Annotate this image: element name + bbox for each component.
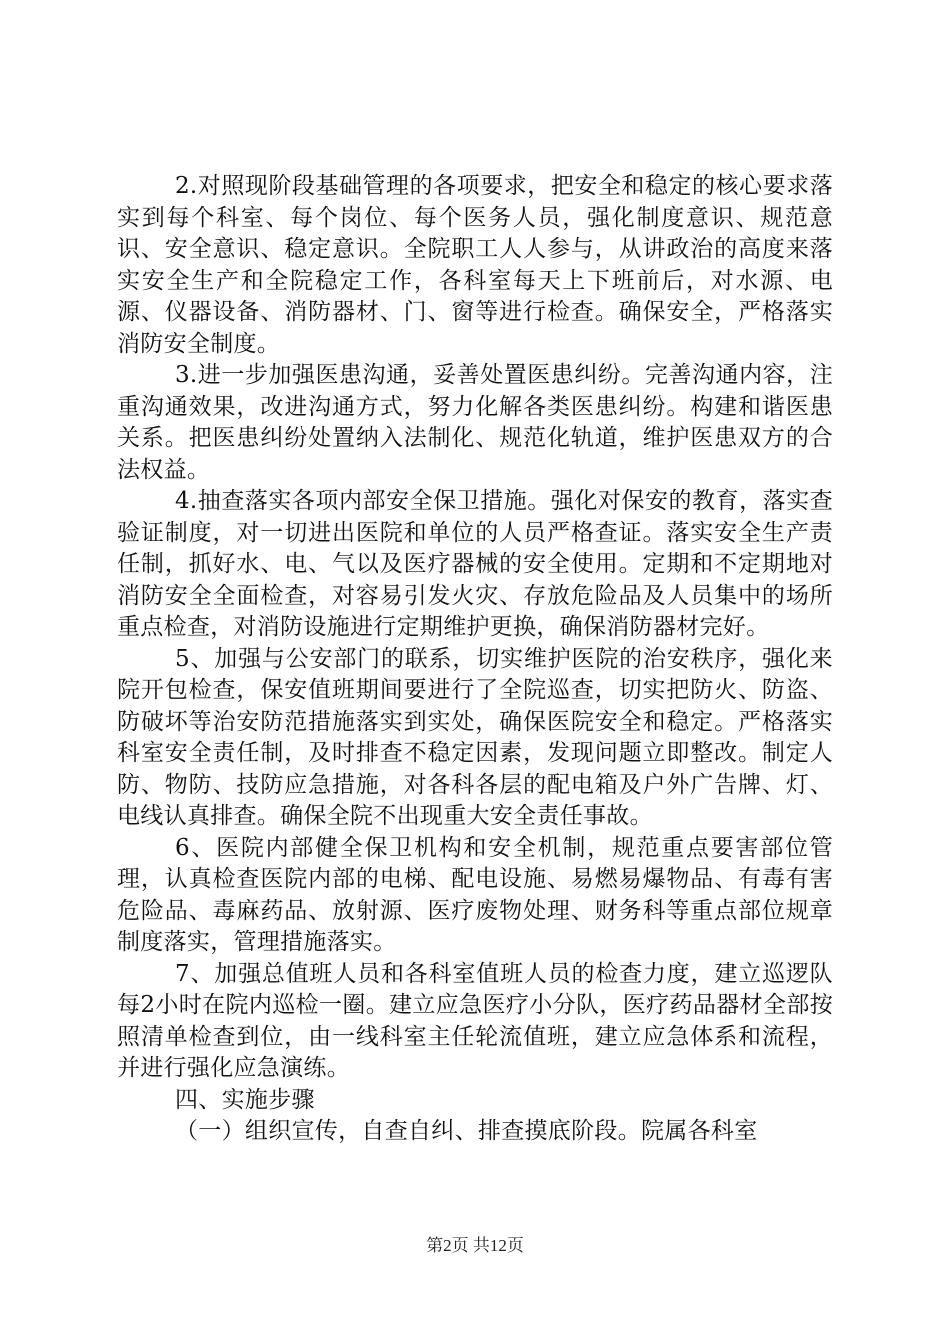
page-number-footer: 第2页 共12页 [426, 1236, 524, 1255]
document-body [117, 171, 833, 1148]
paragraph-item-6: 6、医院内部健全保卫机构和安全机制，规范重点要害部位管理，认真检查医院内部的电梯、配电设施、易燃易爆物品、有毒有害危险品、毒麻药品、放射源、医疗废物处理、财务科等重点部位规章制度落实，管理措施落实。 [117, 834, 833, 955]
section-heading: 四、实施步骤 [175, 1086, 315, 1113]
subsection-paragraph: （一）组织宣传，自查自纠、排查摸底阶段。院属各科室 [175, 1118, 758, 1144]
paragraph-item-7: 7、加强总值班人员和各科室值班人员的检查力度，建立巡逻队每2小时在院内巡检一圈。建立应急医疗小分队，医疗药品器材全部按照清单检查到位，由一线科室主任轮流值班，建立应急体系和流程，并进行强化应急演练。 [117, 960, 833, 1081]
paragraph-item-3: 3.进一步加强医患沟通，妥善处置医患纠纷。完善沟通内容，注重沟通效果，改进沟通方式，努力化解各类医患纠纷。构建和谐医患关系。把医患纠纷处置纳入法制化、规范化轨道，维护医患双方的合法权益。 [117, 362, 833, 483]
paragraph-item-4: 4.抽查落实各项内部安全保卫措施。强化对保安的教育，落实查验证制度，对一切进出医院和单位的人员严格查证。落实安全生产责任制，抓好水、电、气以及医疗器械的安全使用。定期和不定期地对消防安全全面检查，对容易引发火灾、存放危险品及人员集中的场所重点检查，对消防设施进行定期维护更换，确保消防器材完好。 [117, 488, 833, 640]
paragraph-item-5: 5、加强与公安部门的联系，切实维护医院的治安秩序，强化来院开包检查，保安值班期间要进行了全院巡查，切实把防火、防盗、防破坏等治安防范措施落实到实处，确保医院安全和稳定。严格落实科室安全责任制，及时排查不稳定因素，发现问题立即整改。制定人防、物防、技防应急措施，对各科各层的配电箱及户外广告牌、灯、电线认真排查。确保全院不出现重大安全责任事故。 [117, 645, 833, 829]
paragraph-item-2: 2.对照现阶段基础管理的各项要求，把安全和稳定的核心要求落实到每个科室、每个岗位、每个医务人员，强化制度意识、规范意识、安全意识、稳定意识。全院职工人人参与，从讲政治的高度来落实安全生产和全院稳定工作，各科室每天上下班前后，对水源、电源、仪器设备、消防器材、门、窗等进行检查。确保安全，严格落实消防安全制度。 [117, 173, 833, 357]
